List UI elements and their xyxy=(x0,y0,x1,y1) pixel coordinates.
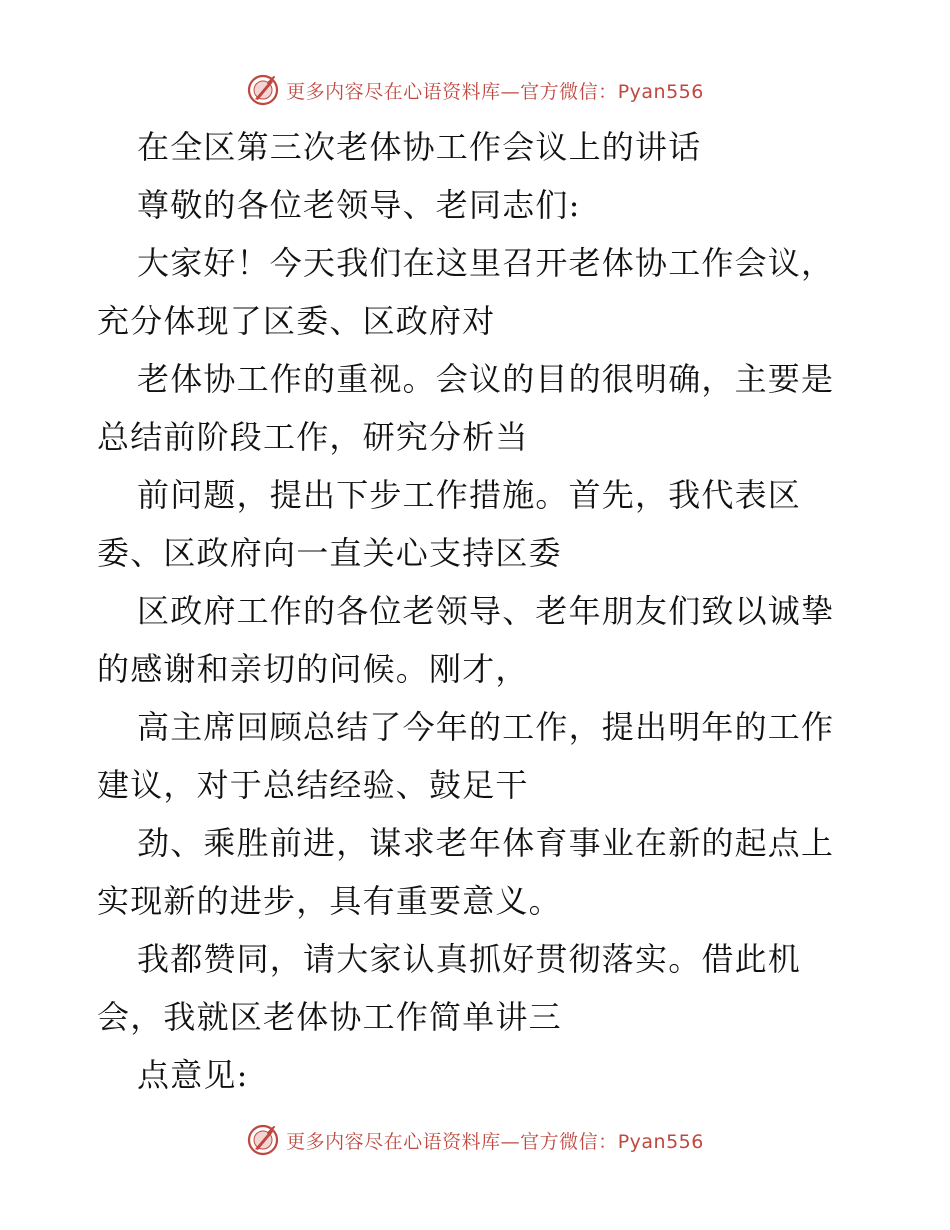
watermark-text: 更多内容尽在心语资料库—官方微信：Pyan556 xyxy=(286,1130,704,1153)
speech-title: 在全区第三次老体协工作会议上的讲话 xyxy=(137,128,702,166)
paragraph-line: 建议，对于总结经验、鼓足干 xyxy=(97,766,529,804)
quill-seal-icon xyxy=(246,1123,280,1157)
paragraph-line: 高主席回顾总结了今年的工作，提出明年的工作 xyxy=(137,708,835,746)
paragraph-line: 我都赞同，请大家认真抓好贯彻落实。借此机 xyxy=(137,940,802,978)
paragraph-line: 会，我就区老体协工作简单讲三 xyxy=(97,998,562,1036)
paragraph-line: 的感谢和亲切的问候。刚才， xyxy=(97,650,529,688)
quill-seal-icon xyxy=(246,73,280,107)
paragraph-line: 充分体现了区委、区政府对 xyxy=(97,302,496,340)
paragraph-line: 老体协工作的重视。会议的目的很明确，主要是 xyxy=(137,360,835,398)
paragraph-line: 点意见: xyxy=(137,1056,249,1094)
paragraph-line: 前问题，提出下步工作措施。首先，我代表区 xyxy=(137,476,802,514)
salutation: 尊敬的各位老领导、老同志们: xyxy=(137,186,581,224)
paragraph-line: 委、区政府向一直关心支持区委 xyxy=(97,534,562,572)
header-watermark xyxy=(0,70,950,110)
paragraph-line: 劲、乘胜前进，谋求老年体育事业在新的起点上 xyxy=(137,824,835,862)
footer-watermark xyxy=(0,1120,950,1160)
watermark-text: 更多内容尽在心语资料库—官方微信：Pyan556 xyxy=(286,80,704,103)
paragraph-line: 总结前阶段工作，研究分析当 xyxy=(97,418,529,456)
paragraph-line: 大家好！今天我们在这里召开老体协工作会议， xyxy=(137,244,835,282)
document-body xyxy=(97,118,857,1104)
paragraph-line: 区政府工作的各位老领导、老年朋友们致以诚挚 xyxy=(137,592,835,630)
paragraph-line: 实现新的进步，具有重要意义。 xyxy=(97,882,562,920)
